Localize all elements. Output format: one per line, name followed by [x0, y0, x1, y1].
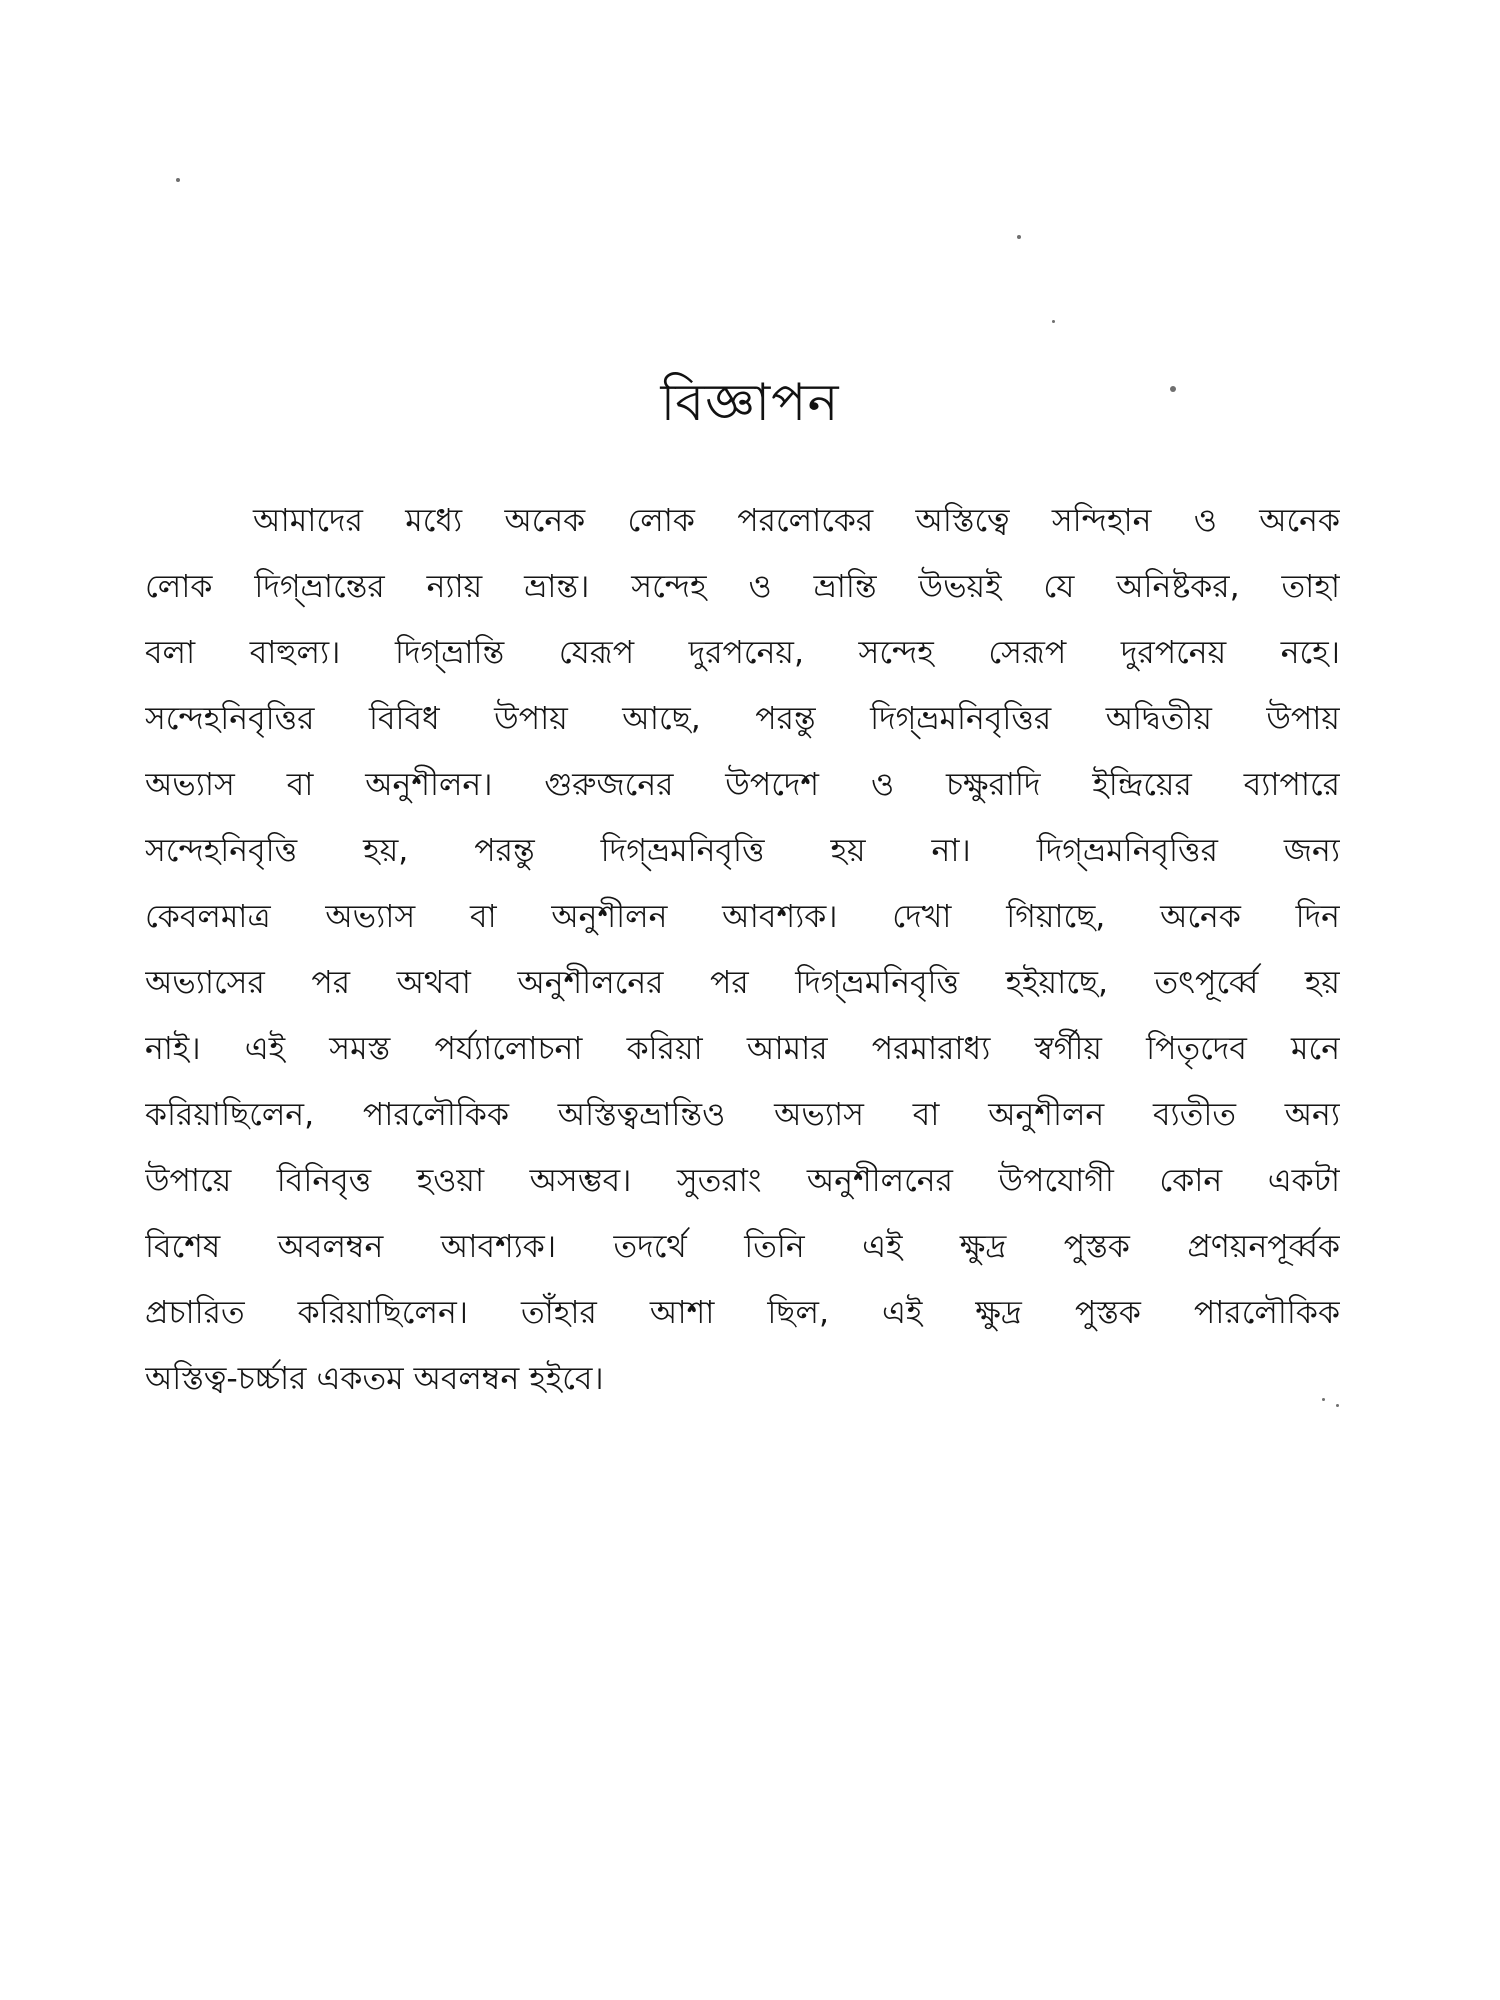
text-line: সন্দেহনিবৃত্তির বিবিধ উপায় আছে, পরন্তু দিগ্‌ভ্রমনিবৃত্তির অদ্বিতীয় উপায়: [145, 701, 1340, 737]
text-line: অস্তিত্ব-চর্চ্চার একতম অবলম্বন হইবে।: [145, 1361, 604, 1397]
text-line: নাই। এই সমস্ত পর্য্যালোচনা করিয়া আমার পরমারাধ্য স্বর্গীয় পিতৃদেব মনে: [145, 1031, 1340, 1067]
text-line: প্রচারিত করিয়াছিলেন। তাঁহার আশা ছিল, এই ক্ষুদ্র পুস্তক পারলৌকিক: [145, 1295, 1340, 1331]
text-line: বিশেষ অবলম্বন আবশ্যক। তদর্থে তিনি এই ক্ষুদ্র পুস্তক প্রণয়নপূর্ব্বক: [145, 1229, 1340, 1265]
text-line: অভ্যাসের পর অথবা অনুশীলনের পর দিগ্‌ভ্রমনিবৃত্তি হইয়াছে, তৎপূর্ব্বে হয়: [145, 965, 1340, 1001]
body-paragraph: [145, 488, 1340, 1412]
text-line: করিয়াছিলেন, পারলৌকিক অস্তিত্বভ্রান্তিও অভ্যাস বা অনুশীলন ব্যতীত অন্য: [145, 1097, 1340, 1133]
page-title: বিজ্ঞাপন: [660, 373, 840, 433]
text-line: লোক দিগ্‌ভ্রান্তের ন্যায় ভ্রান্ত। সন্দেহ ও ভ্রান্তি উভয়ই যে অনিষ্টকর, তাহা: [145, 569, 1340, 605]
page-speck: [1017, 235, 1021, 239]
page-speck: [1052, 320, 1055, 323]
text-line: আমাদের মধ্যে অনেক লোক পরলোকের অস্তিত্বে সন্দিহান ও অনেক: [253, 503, 1340, 539]
text-line: সন্দেহনিবৃত্তি হয়, পরন্তু দিগ্‌ভ্রমনিবৃত্তি হয় না। দিগ্‌ভ্রমনিবৃত্তির জন্য: [145, 833, 1340, 869]
page-speck: [176, 178, 180, 182]
text-line: অভ্যাস বা অনুশীলন। গুরুজনের উপদেশ ও চক্ষুরাদি ইন্দ্রিয়ের ব্যাপারে: [145, 767, 1340, 803]
text-line: বলা বাহুল্য। দিগ্‌ভ্রান্তি যেরূপ দুরপনেয়, সন্দেহ সেরূপ দুরপনেয় নহে।: [145, 635, 1340, 671]
text-line: উপায়ে বিনিবৃত্ত হওয়া অসম্ভব। সুতরাং অনুশীলনের উপযোগী কোন একটা: [145, 1163, 1340, 1199]
text-line: কেবলমাত্র অভ্যাস বা অনুশীলন আবশ্যক। দেখা গিয়াছে, অনেক দিন: [145, 899, 1340, 935]
